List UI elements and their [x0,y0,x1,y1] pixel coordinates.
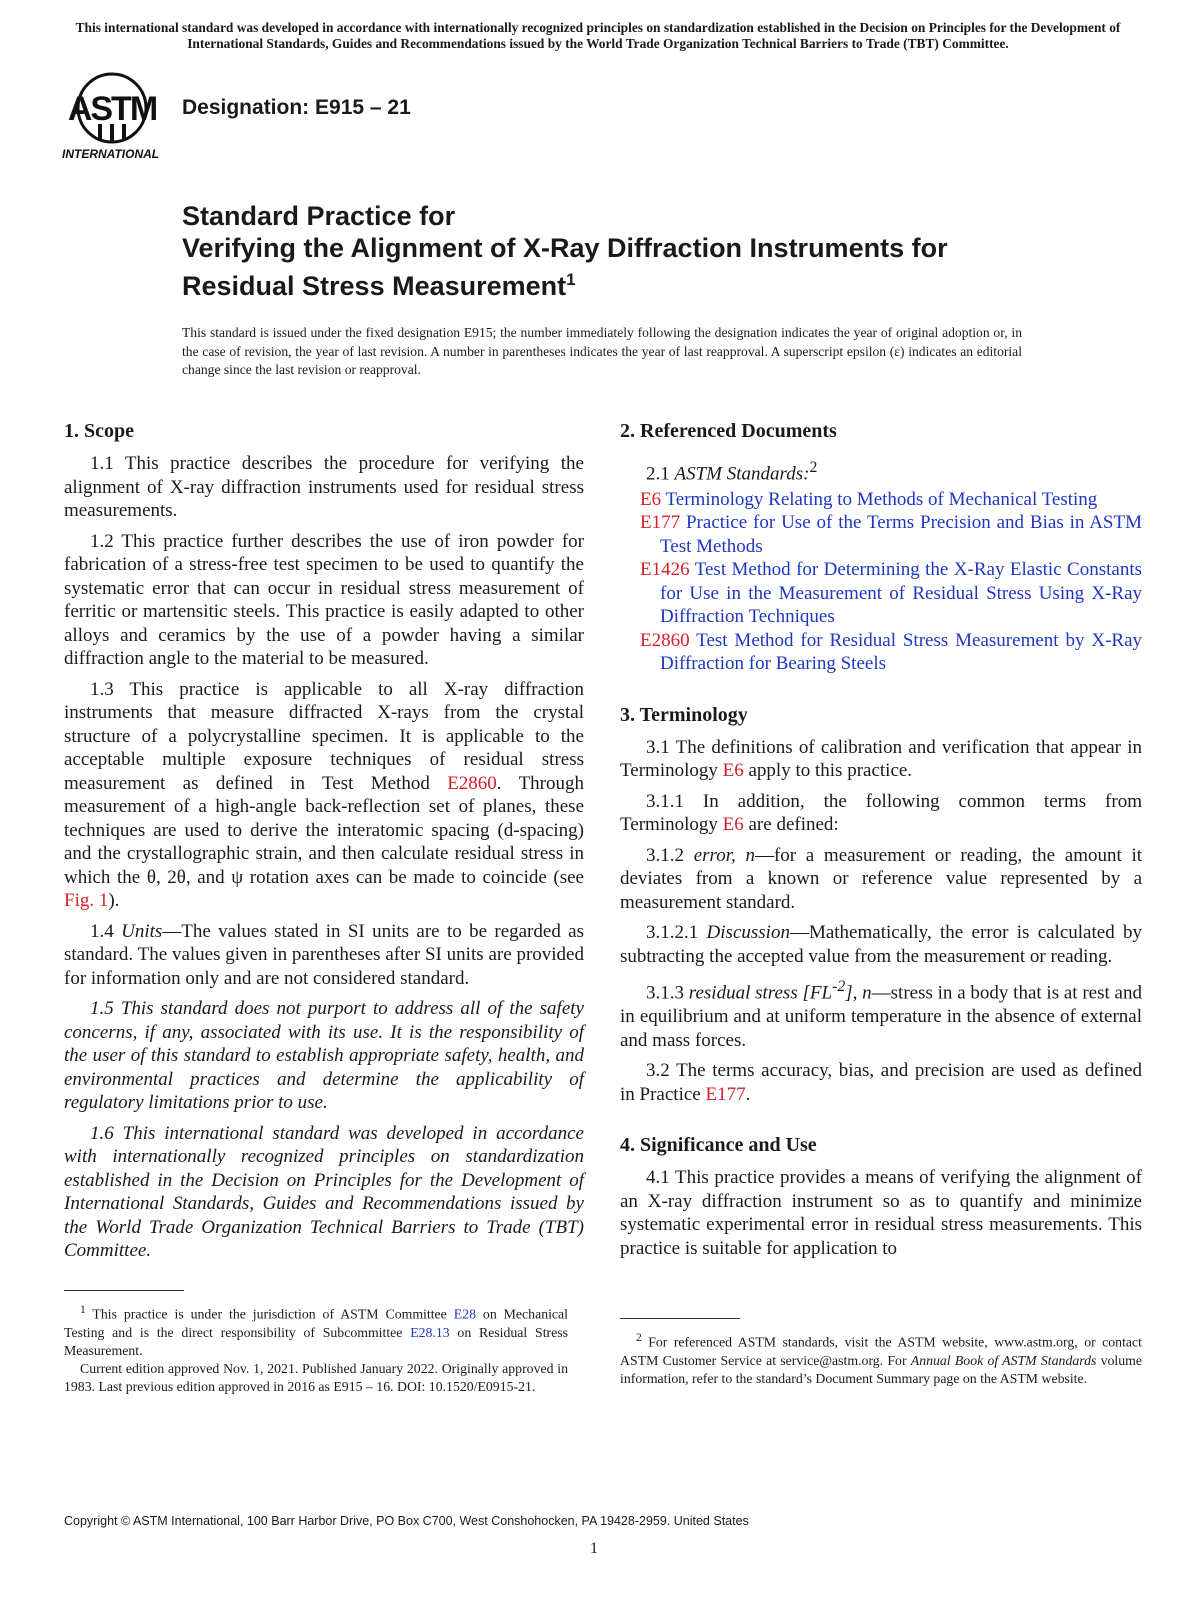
para-1-2: 1.2 This practice further describes the use of iron powder for fabrication of a stress-free test specimen to be used to quantify the systematic error that can occur in residual stress measurement of ferritic or martensitic steels. This practice is easily adapted to other alloys and ceramics by the use of a powder having a similar diffraction angle to the material to be measured. [64,530,584,669]
link-e6[interactable]: E6 [722,760,744,782]
ref-item-e2860[interactable]: E2860 Test Method for Residual Stress Measurement by X-Ray Diffraction for Bearing Steels [640,629,1142,675]
link-fig-1[interactable]: Fig. 1 [64,890,109,911]
section-terminology-heading: 3. Terminology [620,703,748,726]
para-4-1: 4.1 This practice provides a means of verifying the alignment of an X-ray diffraction instrument so as to quantify and minimize systematic experimental error in residual stress measurements. This practice is suitable for application to [620,1167,1142,1259]
para-1-4: 1.4 Units—The values stated in SI units are to be regarded as standard. The values given in parentheses after SI units are provided for information only and are not considered standard. [64,920,584,989]
section-significance-heading: 4. Significance and Use [620,1134,817,1157]
para-1-5: 1.5 This standard does not purport to address all of the safety concerns, if any, associated with its use. It is the responsibility of the user of this standard to establish appropriate safety, health, and environmental practices and determine the applicability of regulatory limitations prior to use. [64,998,584,1113]
para-1-6: 1.6 This international standard was developed in accordance with internationally recognized principles on standardization established in the Decision on Principles for the Development of International Standards, Guides and Recommendations issued by the World Trade Organization Technical Barriers to Trade (TBT) Committee. [64,1122,584,1261]
ref-item-e6[interactable]: E6 Terminology Relating to Methods of Mechanical Testing [640,488,1098,510]
ref-item-e177[interactable]: E177 Practice for Use of the Terms Precision and Bias in ASTM Test Methods [640,512,1142,557]
footnote-rule-left [64,1290,184,1291]
wto-notice: This international standard was developed in accordance with internationally recognized principles on standardization established in the Decision on Principles for the Development of International Standards, Guides and Recommendations issued by the World Trade Organization Technical Barriers to Trade (TBT) Committee. [75,20,1121,51]
right-column [620,418,1142,1267]
page-number: 1 [590,1540,598,1557]
para-1-3: 1.3 This practice is applicable to all X-ray diffraction instruments that measure diffracted X-rays from the crystal structure of a polycrystalline specimen. It is applicable to the acceptable multiple exposure techniques of residual stress measurement as defined in Test Method E2860. Through measurement of a high-angle back-reflection set of planes, these techniques are used to derive the interatomic spacing (d-spacing) and the crystallographic strain, and then calculate residual stress in which the θ, 2θ, and ψ rotation axes can be made to coincide (see Fig. 1). [64,678,584,911]
title-line1: Standard Practice for [182,201,456,231]
copyright-footer: Copyright © ASTM International, 100 Barr Harbor Drive, PO Box C700, West Conshohocken, PA 19428-2959. United States [64,1514,749,1528]
astm-logo [62,72,167,164]
section-scope-heading: 1. Scope [64,420,134,442]
para-3-1-2: 3.1.2 error, n—for a measurement or reading, the amount it deviates from a known or reference value represented by a measurement standard. [620,844,1143,913]
link-e28-13[interactable]: E28.13 [410,1324,450,1340]
left-column [64,418,584,1270]
logo-subtext: INTERNATIONAL [62,147,160,161]
title-line2: Verifying the Alignment of X-Ray Diffraction Instruments for [182,233,948,263]
para-3-2: 3.2 The terms accuracy, bias, and precision are used as defined in Practice E177. [620,1060,1142,1105]
para-3-1: 3.1 The definitions of calibration and verification that appear in Terminology E6 apply to this practice. [620,736,1142,782]
link-e28[interactable]: E28 [453,1306,476,1322]
designation: Designation: E915 – 21 [182,96,411,119]
issued-note: This standard is issued under the fixed designation E915; the number immediately following the designation indicates the year of original adoption or, in the case of revision, the year of last revision. A number in parentheses indicates the year of last reapproval. A superscript epsilon (ε) indicates an editorial change since the last revision or reapproval. [182,325,1022,377]
ref-item-e1426[interactable]: E1426 Test Method for Determining the X-Ray Elastic Constants for Use in the Measurement of Residual Stress Using X-Ray Diffraction Techniques [640,559,1142,628]
document-title [182,200,1082,302]
title-line3: Residual Stress Measurement [182,271,567,301]
para-3-1-1: 3.1.1 In addition, the following common terms from Terminology E6 are defined: [620,790,1142,836]
para-1-1: 1.1 This practice describes the procedure for verifying the alignment of X-ray diffraction instruments used for residual stress measurements. [64,453,584,521]
footnote-2: $^2$ For referenced ASTM standards, visit the ASTM website, www.astm.org, or contact ASTM Customer Service at service@astm.org. For Annual Book of ASTM Standards volume information, refer to the standard’s Document Summary page on the ASTM website. [620,1318,1142,1388]
link-e2860[interactable]: E2860 [447,772,497,794]
link-e6-2[interactable]: E6 [722,814,744,836]
para-3-1-2-1: 3.1.2.1 Discussion—Mathematically, the error is calculated by subtracting the accepted value from the measurement or reading. [620,922,1142,967]
link-e177[interactable]: E177 [705,1083,746,1105]
para-2-1: 2.1 ASTM Standards:$^2$ [646,459,818,485]
footnote-1: $^1$ This practice is under the jurisdiction of ASTM Committee E28 on Mechanical Testing and is the direct responsibility of Subcommittee E28.13 on Residual Stress Measurement. Current edition approved Nov. 1, 2021. Published January 2022. Originally approved in 1983. Last previous edition approved in 2016 as E915 – 16. DOI: 10.1520/E0915-21. [64,1290,568,1396]
para-3-1-3: 3.1.3 residual stress $[FL^{-2}]$, n—stress in a body that is at rest and in equilibrium and at uniform temperature in the absence of external and mass forces. [620,978,1142,1051]
title-footnote-mark: 1 [566,270,576,289]
svg-text:ASTM: ASTM [67,90,157,128]
footnote-rule-right [620,1318,740,1319]
section-refdocs-heading: 2. Referenced Documents [620,420,837,442]
